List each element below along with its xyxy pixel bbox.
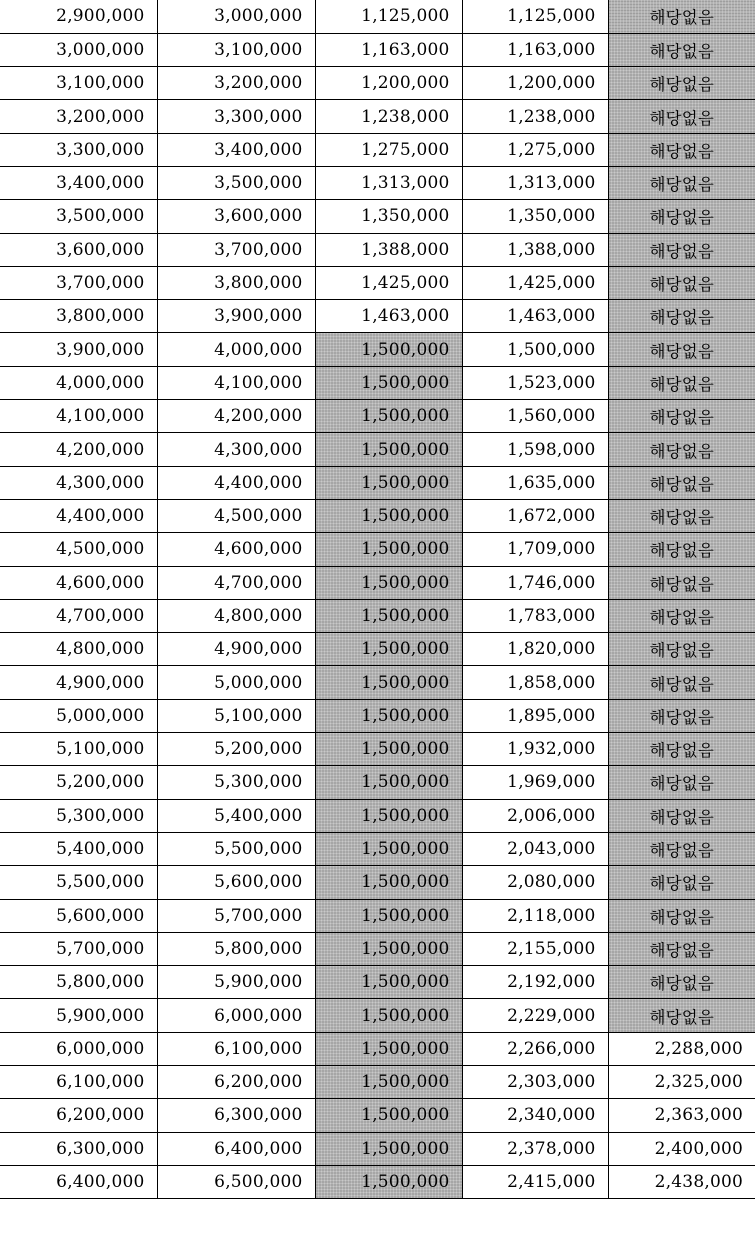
amount-c-cell: 해당없음: [608, 999, 755, 1032]
amount-a-cell: 1,500,000: [315, 766, 462, 799]
range-to-cell: 6,500,000: [157, 1165, 315, 1198]
range-to-cell: 5,100,000: [157, 699, 315, 732]
range-to-cell: 3,100,000: [157, 33, 315, 66]
amount-b-cell: 1,895,000: [462, 699, 608, 732]
table-row: [0, 932, 755, 965]
amount-c-cell: 해당없음: [608, 733, 755, 766]
range-to-cell: 3,800,000: [157, 266, 315, 299]
amount-b-cell: 2,043,000: [462, 832, 608, 865]
range-from-cell: 5,500,000: [0, 866, 157, 899]
range-to-cell: 5,000,000: [157, 666, 315, 699]
range-from-cell: 5,600,000: [0, 899, 157, 932]
range-from-cell: 4,900,000: [0, 666, 157, 699]
table-row: [0, 866, 755, 899]
amount-b-cell: 1,783,000: [462, 599, 608, 632]
range-to-cell: 5,400,000: [157, 799, 315, 832]
range-from-cell: 5,400,000: [0, 832, 157, 865]
amount-a-cell: 1,500,000: [315, 866, 462, 899]
table-row: [0, 633, 755, 666]
amount-a-cell: 1,500,000: [315, 633, 462, 666]
amount-c-cell: 해당없음: [608, 666, 755, 699]
range-from-cell: 4,300,000: [0, 466, 157, 499]
amount-c-cell: 해당없음: [608, 566, 755, 599]
amount-b-cell: 2,266,000: [462, 1032, 608, 1065]
table-row: [0, 832, 755, 865]
range-to-cell: 4,100,000: [157, 366, 315, 399]
table-row: [0, 1132, 755, 1165]
table-row: [0, 33, 755, 66]
range-from-cell: 6,300,000: [0, 1132, 157, 1165]
range-from-cell: 5,800,000: [0, 966, 157, 999]
range-from-cell: 3,200,000: [0, 100, 157, 133]
range-to-cell: 6,100,000: [157, 1032, 315, 1065]
range-to-cell: 5,900,000: [157, 966, 315, 999]
amount-b-cell: 1,635,000: [462, 466, 608, 499]
amount-b-cell: 2,080,000: [462, 866, 608, 899]
table-row: [0, 200, 755, 233]
amount-a-cell: 1,500,000: [315, 799, 462, 832]
amount-b-cell: 1,163,000: [462, 33, 608, 66]
range-to-cell: 6,300,000: [157, 1099, 315, 1132]
amount-a-cell: 1,500,000: [315, 366, 462, 399]
amount-b-cell: 1,313,000: [462, 166, 608, 199]
range-to-cell: 3,500,000: [157, 166, 315, 199]
amount-a-cell: 1,500,000: [315, 533, 462, 566]
range-to-cell: 4,200,000: [157, 400, 315, 433]
range-from-cell: 3,000,000: [0, 33, 157, 66]
range-from-cell: 3,900,000: [0, 333, 157, 366]
range-from-cell: 6,400,000: [0, 1165, 157, 1198]
amount-b-cell: 1,238,000: [462, 100, 608, 133]
range-to-cell: 3,600,000: [157, 200, 315, 233]
table-row: [0, 733, 755, 766]
table-row: [0, 300, 755, 333]
range-from-cell: 4,200,000: [0, 433, 157, 466]
amount-c-cell: 해당없음: [608, 300, 755, 333]
amount-b-cell: 1,388,000: [462, 233, 608, 266]
range-from-cell: 2,900,000: [0, 0, 157, 33]
amount-a-cell: 1,500,000: [315, 433, 462, 466]
range-to-cell: 4,900,000: [157, 633, 315, 666]
amount-c-cell: 해당없음: [608, 33, 755, 66]
range-from-cell: 6,200,000: [0, 1099, 157, 1132]
amount-a-cell: 1,500,000: [315, 1099, 462, 1132]
amount-c-cell: 해당없음: [608, 533, 755, 566]
range-from-cell: 4,400,000: [0, 499, 157, 532]
amount-b-cell: 1,125,000: [462, 0, 608, 33]
amount-b-cell: 1,746,000: [462, 566, 608, 599]
amount-a-cell: 1,500,000: [315, 333, 462, 366]
amount-a-cell: 1,313,000: [315, 166, 462, 199]
amount-a-cell: 1,500,000: [315, 1165, 462, 1198]
amount-b-cell: 1,969,000: [462, 766, 608, 799]
range-to-cell: 5,700,000: [157, 899, 315, 932]
range-from-cell: 4,800,000: [0, 633, 157, 666]
table-row: [0, 466, 755, 499]
amount-b-cell: 1,500,000: [462, 333, 608, 366]
range-from-cell: 3,300,000: [0, 133, 157, 166]
range-to-cell: 5,600,000: [157, 866, 315, 899]
amount-a-cell: 1,125,000: [315, 0, 462, 33]
amount-b-cell: 2,415,000: [462, 1165, 608, 1198]
range-to-cell: 3,300,000: [157, 100, 315, 133]
range-to-cell: 4,700,000: [157, 566, 315, 599]
table-row: [0, 899, 755, 932]
range-to-cell: 4,800,000: [157, 599, 315, 632]
amount-c-cell: 해당없음: [608, 499, 755, 532]
amount-a-cell: 1,500,000: [315, 733, 462, 766]
amount-b-cell: 1,598,000: [462, 433, 608, 466]
amount-a-cell: 1,500,000: [315, 1032, 462, 1065]
amount-c-cell: 해당없음: [608, 899, 755, 932]
table-row: [0, 0, 755, 33]
table-row: [0, 1099, 755, 1132]
table-row: [0, 133, 755, 166]
range-from-cell: 3,500,000: [0, 200, 157, 233]
amount-c-cell: 해당없음: [608, 433, 755, 466]
amount-a-cell: 1,500,000: [315, 699, 462, 732]
amount-a-cell: 1,238,000: [315, 100, 462, 133]
amount-c-cell: 해당없음: [608, 832, 755, 865]
amount-b-cell: 1,932,000: [462, 733, 608, 766]
range-to-cell: 6,000,000: [157, 999, 315, 1032]
table-row: [0, 433, 755, 466]
amount-c-cell: 해당없음: [608, 0, 755, 33]
range-from-cell: 4,700,000: [0, 599, 157, 632]
range-from-cell: 4,100,000: [0, 400, 157, 433]
amount-c-cell: 해당없음: [608, 799, 755, 832]
amount-a-cell: 1,500,000: [315, 599, 462, 632]
range-from-cell: 4,500,000: [0, 533, 157, 566]
amount-b-cell: 1,672,000: [462, 499, 608, 532]
amount-a-cell: 1,500,000: [315, 1132, 462, 1165]
table-row: [0, 166, 755, 199]
amount-c-cell: 해당없음: [608, 766, 755, 799]
amount-c-cell: 해당없음: [608, 67, 755, 100]
amount-c-cell: 해당없음: [608, 400, 755, 433]
range-from-cell: 5,700,000: [0, 932, 157, 965]
amount-b-cell: 1,275,000: [462, 133, 608, 166]
table-row: [0, 499, 755, 532]
amount-b-cell: 2,155,000: [462, 932, 608, 965]
table-row: [0, 400, 755, 433]
amount-a-cell: 1,500,000: [315, 400, 462, 433]
amount-c-cell: 해당없음: [608, 333, 755, 366]
table-row: [0, 799, 755, 832]
range-to-cell: 5,500,000: [157, 832, 315, 865]
amount-a-cell: 1,463,000: [315, 300, 462, 333]
amount-c-cell: 해당없음: [608, 133, 755, 166]
amount-b-cell: 1,425,000: [462, 266, 608, 299]
amount-b-cell: 1,820,000: [462, 633, 608, 666]
range-from-cell: 5,900,000: [0, 999, 157, 1032]
range-from-cell: 3,700,000: [0, 266, 157, 299]
table-row: [0, 1066, 755, 1099]
amount-a-cell: 1,500,000: [315, 899, 462, 932]
amount-b-cell: 1,350,000: [462, 200, 608, 233]
amount-a-cell: 1,500,000: [315, 566, 462, 599]
table-row: [0, 233, 755, 266]
amount-c-cell: 해당없음: [608, 200, 755, 233]
table-row: [0, 333, 755, 366]
range-from-cell: 5,200,000: [0, 766, 157, 799]
range-from-cell: 3,100,000: [0, 67, 157, 100]
range-from-cell: 4,600,000: [0, 566, 157, 599]
range-to-cell: 6,200,000: [157, 1066, 315, 1099]
range-to-cell: 3,900,000: [157, 300, 315, 333]
range-to-cell: 4,400,000: [157, 466, 315, 499]
amount-b-cell: 2,192,000: [462, 966, 608, 999]
amount-b-cell: 1,858,000: [462, 666, 608, 699]
amount-c-cell: 해당없음: [608, 866, 755, 899]
amount-c-cell: 2,400,000: [608, 1132, 755, 1165]
amount-b-cell: 2,303,000: [462, 1066, 608, 1099]
amount-c-cell: 2,288,000: [608, 1032, 755, 1065]
amount-a-cell: 1,500,000: [315, 966, 462, 999]
amount-b-cell: 1,709,000: [462, 533, 608, 566]
amount-a-cell: 1,275,000: [315, 133, 462, 166]
range-to-cell: 4,600,000: [157, 533, 315, 566]
range-to-cell: 5,800,000: [157, 932, 315, 965]
amount-b-cell: 2,118,000: [462, 899, 608, 932]
amount-c-cell: 2,438,000: [608, 1165, 755, 1198]
amount-a-cell: 1,500,000: [315, 499, 462, 532]
range-from-cell: 3,800,000: [0, 300, 157, 333]
range-from-cell: 3,600,000: [0, 233, 157, 266]
table-row: [0, 666, 755, 699]
amount-b-cell: 2,378,000: [462, 1132, 608, 1165]
table-row: [0, 966, 755, 999]
range-to-cell: 3,700,000: [157, 233, 315, 266]
table-row: [0, 699, 755, 732]
amount-b-cell: 2,006,000: [462, 799, 608, 832]
amount-c-cell: 해당없음: [608, 699, 755, 732]
amount-b-cell: 1,523,000: [462, 366, 608, 399]
amount-a-cell: 1,500,000: [315, 666, 462, 699]
table-row: [0, 766, 755, 799]
amount-a-cell: 1,425,000: [315, 266, 462, 299]
amount-c-cell: 해당없음: [608, 366, 755, 399]
table-row: [0, 266, 755, 299]
range-from-cell: 3,400,000: [0, 166, 157, 199]
amount-a-cell: 1,500,000: [315, 999, 462, 1032]
table-row: [0, 1165, 755, 1198]
amount-a-cell: 1,500,000: [315, 466, 462, 499]
range-to-cell: 3,400,000: [157, 133, 315, 166]
range-from-cell: 4,000,000: [0, 366, 157, 399]
range-from-cell: 6,000,000: [0, 1032, 157, 1065]
amount-c-cell: 해당없음: [608, 466, 755, 499]
table-row: [0, 999, 755, 1032]
amount-c-cell: 해당없음: [608, 966, 755, 999]
amount-b-cell: 1,560,000: [462, 400, 608, 433]
table-row: [0, 566, 755, 599]
amount-c-cell: 2,325,000: [608, 1066, 755, 1099]
range-from-cell: 5,300,000: [0, 799, 157, 832]
range-from-cell: 5,000,000: [0, 699, 157, 732]
amount-a-cell: 1,500,000: [315, 832, 462, 865]
range-to-cell: 4,300,000: [157, 433, 315, 466]
range-from-cell: 5,100,000: [0, 733, 157, 766]
amount-b-cell: 1,463,000: [462, 300, 608, 333]
amount-a-cell: 1,200,000: [315, 67, 462, 100]
table-row: [0, 67, 755, 100]
amount-a-cell: 1,500,000: [315, 932, 462, 965]
amount-b-cell: 2,340,000: [462, 1099, 608, 1132]
range-from-cell: 6,100,000: [0, 1066, 157, 1099]
range-to-cell: 3,000,000: [157, 0, 315, 33]
amount-c-cell: 해당없음: [608, 166, 755, 199]
amount-a-cell: 1,388,000: [315, 233, 462, 266]
table-row: [0, 366, 755, 399]
amount-c-cell: 2,363,000: [608, 1099, 755, 1132]
range-to-cell: 6,400,000: [157, 1132, 315, 1165]
range-to-cell: 4,000,000: [157, 333, 315, 366]
amount-b-cell: 1,200,000: [462, 67, 608, 100]
amount-c-cell: 해당없음: [608, 599, 755, 632]
range-to-cell: 3,200,000: [157, 67, 315, 100]
amount-c-cell: 해당없음: [608, 633, 755, 666]
range-to-cell: 5,200,000: [157, 733, 315, 766]
amount-b-cell: 2,229,000: [462, 999, 608, 1032]
table-row: [0, 1032, 755, 1065]
amount-c-cell: 해당없음: [608, 932, 755, 965]
amount-c-cell: 해당없음: [608, 266, 755, 299]
amount-a-cell: 1,163,000: [315, 33, 462, 66]
range-to-cell: 5,300,000: [157, 766, 315, 799]
amount-c-cell: 해당없음: [608, 233, 755, 266]
amount-a-cell: 1,350,000: [315, 200, 462, 233]
amount-c-cell: 해당없음: [608, 100, 755, 133]
table-row: [0, 599, 755, 632]
amount-a-cell: 1,500,000: [315, 1066, 462, 1099]
table-row: [0, 100, 755, 133]
table-row: [0, 533, 755, 566]
range-to-cell: 4,500,000: [157, 499, 315, 532]
